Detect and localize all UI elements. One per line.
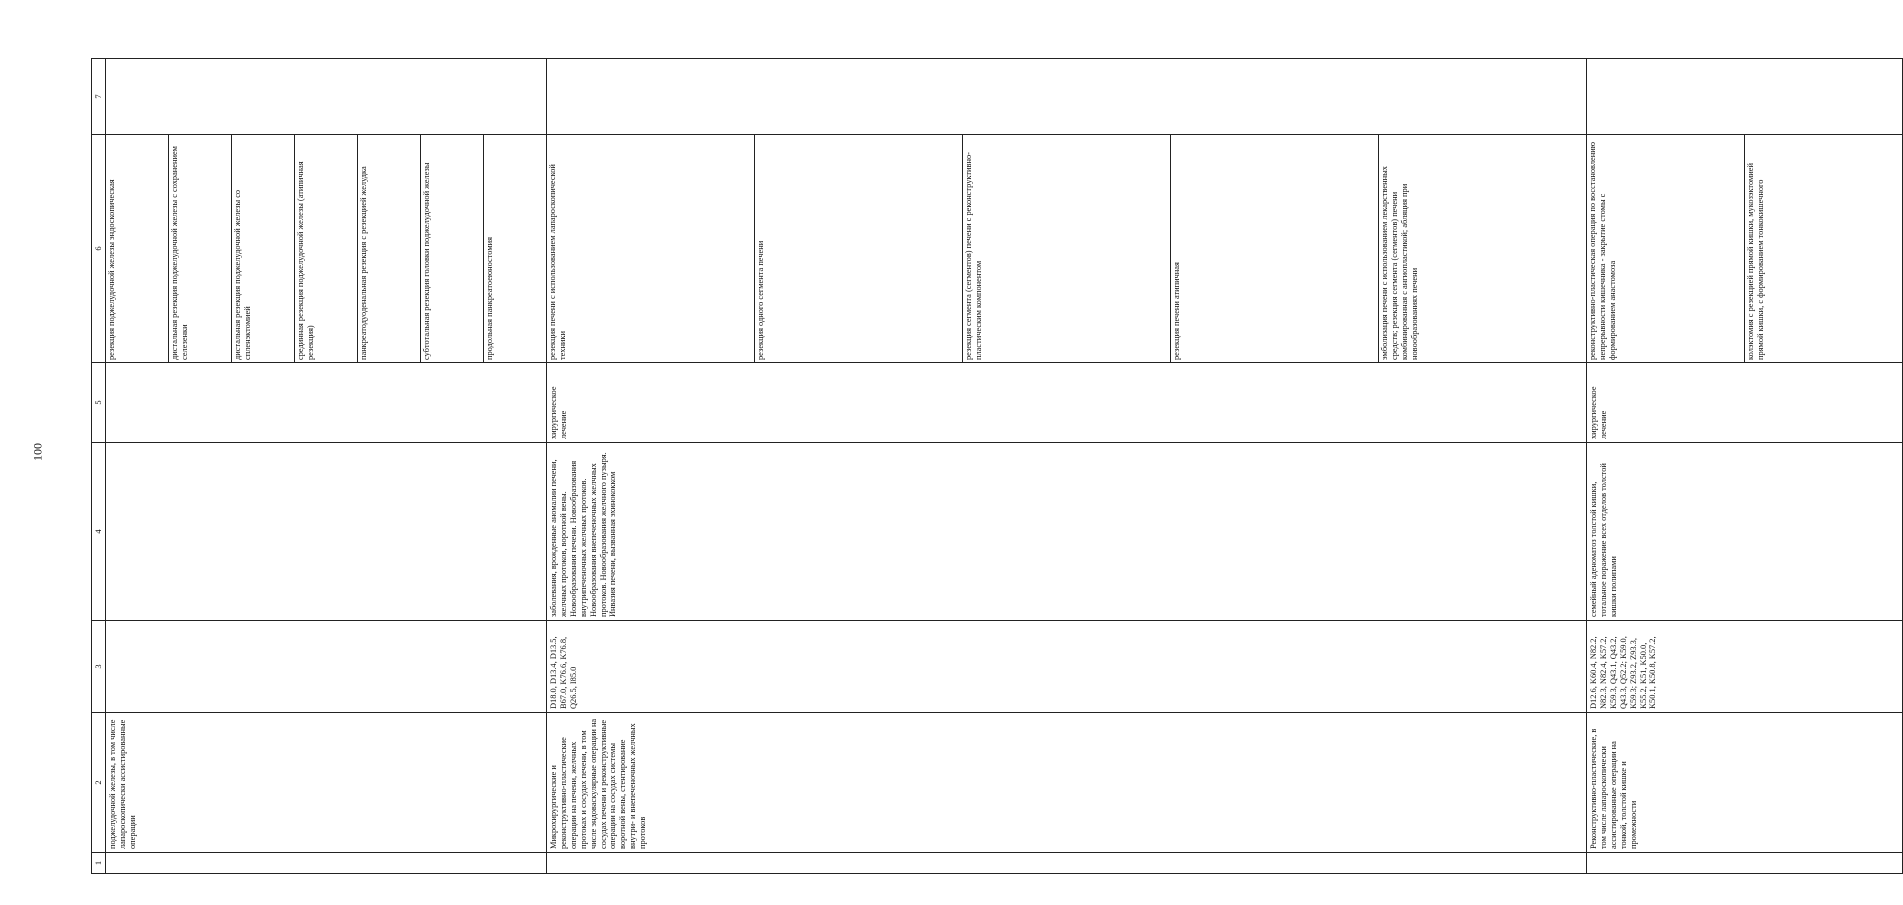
cell-intervention-name: поджелудочной железы, в том числе лапароскопически ассистированные операции xyxy=(106,713,547,853)
cell-cost xyxy=(547,59,1587,135)
cell-methods xyxy=(547,135,1587,363)
method-item: субтотальная резекция головки поджелудочной железы xyxy=(421,135,484,362)
cell-treatment-type: хирургическое лечение xyxy=(547,363,1587,443)
table-header-row xyxy=(92,59,106,874)
header-col-6: 6 xyxy=(92,135,106,363)
cell-methods xyxy=(106,135,547,363)
method-item: резекция печени атипичная xyxy=(1171,135,1379,362)
cell-number xyxy=(547,853,1587,874)
method-item: резекция одного сегмента печени xyxy=(755,135,963,362)
cell-icd-codes: D18.0, D13.4, D13.5, B67.0, K76.6, K76.8, Q26.5, I85.0 xyxy=(547,621,1587,713)
methods-list xyxy=(1587,135,1902,362)
cell-treatment-type: хирургическое лечение xyxy=(1587,363,1903,443)
cell-cost xyxy=(106,59,547,135)
header-col-2: 2 xyxy=(92,713,106,853)
cell-diagnosis: семейный аденоматоз толстой кишки, тотальное поражение всех отделов толстой кишки полипами xyxy=(1587,443,1903,621)
method-item: панкреатодуоденальная резекция с резекцией желудка xyxy=(358,135,421,362)
method-item: эмболизация печени с использованием лекарственных средств; резекция сегмента (сегментов) печени комбинированная с ангиопластикой; абляция при новообразованиях печени xyxy=(1380,166,1419,360)
cell-diagnosis: заболевания, врожденные аномалии печени, желчных протоков, воротной вены. Новообразования печени. Новообразования внутрипеченочных желчных протоков. Новообразования внепеченочных желчных протоков. Новообразования желчного пузыря. Инвазия печени, вызванная эхинококком xyxy=(547,443,1587,621)
method-item: срединная резекция поджелудочной железы (атипичная резекция) xyxy=(295,135,358,362)
method-item: продольная панкреатоеюностомия xyxy=(485,237,494,360)
table-row xyxy=(1587,59,1903,874)
cell-cost xyxy=(1587,59,1903,135)
method-item: резекция сегмента (сегментов) печени с реконструктивно-пластическим компонентом xyxy=(963,135,1171,362)
header-col-3: 3 xyxy=(92,621,106,713)
cell-intervention-name: Реконструктивно-пластические, в том числе лапароскопически ассистированные операции на тонкой, толстой кишке и промежности xyxy=(1587,713,1903,853)
rotated-table-page xyxy=(91,59,1765,874)
header-col-1: 1 xyxy=(92,853,106,874)
method-item: дистальная резекция поджелудочной железы с сохранением селезенки xyxy=(169,135,232,362)
header-col-5: 5 xyxy=(92,363,106,443)
method-item: дистальная резекция поджелудочной железы со спленэктомией xyxy=(232,135,295,362)
method-item: реконструктивно-пластическая операция по восстановлению непрерывности кишечника - закрытие стомы с формированием анастомоза xyxy=(1587,135,1745,362)
cell-icd-codes: D12.6, K60.4, N82.2, N82.3, N82.4, K57.2, K59.3, Q43.1, Q43.2, Q43.3, Q52.2; K59.0, K59.3; Z93.2, Z93.3, K55.2, K51, K50.0, K50.1, K50.8, K57.2, xyxy=(1587,621,1903,713)
table-row xyxy=(547,59,1587,874)
cell-icd-codes xyxy=(106,621,547,713)
cell-methods xyxy=(1587,135,1903,363)
method-item: резекция поджелудочной железы эндоскопическая xyxy=(106,135,169,362)
cell-number xyxy=(1587,853,1903,874)
header-col-7: 7 xyxy=(92,59,106,135)
cell-treatment-type xyxy=(106,363,547,443)
table-row xyxy=(106,59,547,874)
cell-number xyxy=(106,853,547,874)
methods-list xyxy=(106,135,546,362)
methods-list xyxy=(547,135,1586,362)
method-item: колэктомия с резекцией прямой кишки, мукозэктомией прямой кишки, с формированием тонкокишечного xyxy=(1746,163,1765,360)
procedures-table xyxy=(91,58,1903,874)
cell-intervention-name: Микрохирургические и реконструктивно-пластические операции на печени, желчных протоках и сосудах печени, в том числе эндоваскулярные операции на сосудах печени и реконструктивные операции на сосудах системы воротной вены, стентирование внутри- и внепеченочных желчных протоков xyxy=(547,713,1587,853)
header-col-4: 4 xyxy=(92,443,106,621)
method-item: резекция печени с использованием лапароскопической техники xyxy=(547,135,755,362)
page-number: 100 xyxy=(30,443,45,461)
cell-diagnosis xyxy=(106,443,547,621)
